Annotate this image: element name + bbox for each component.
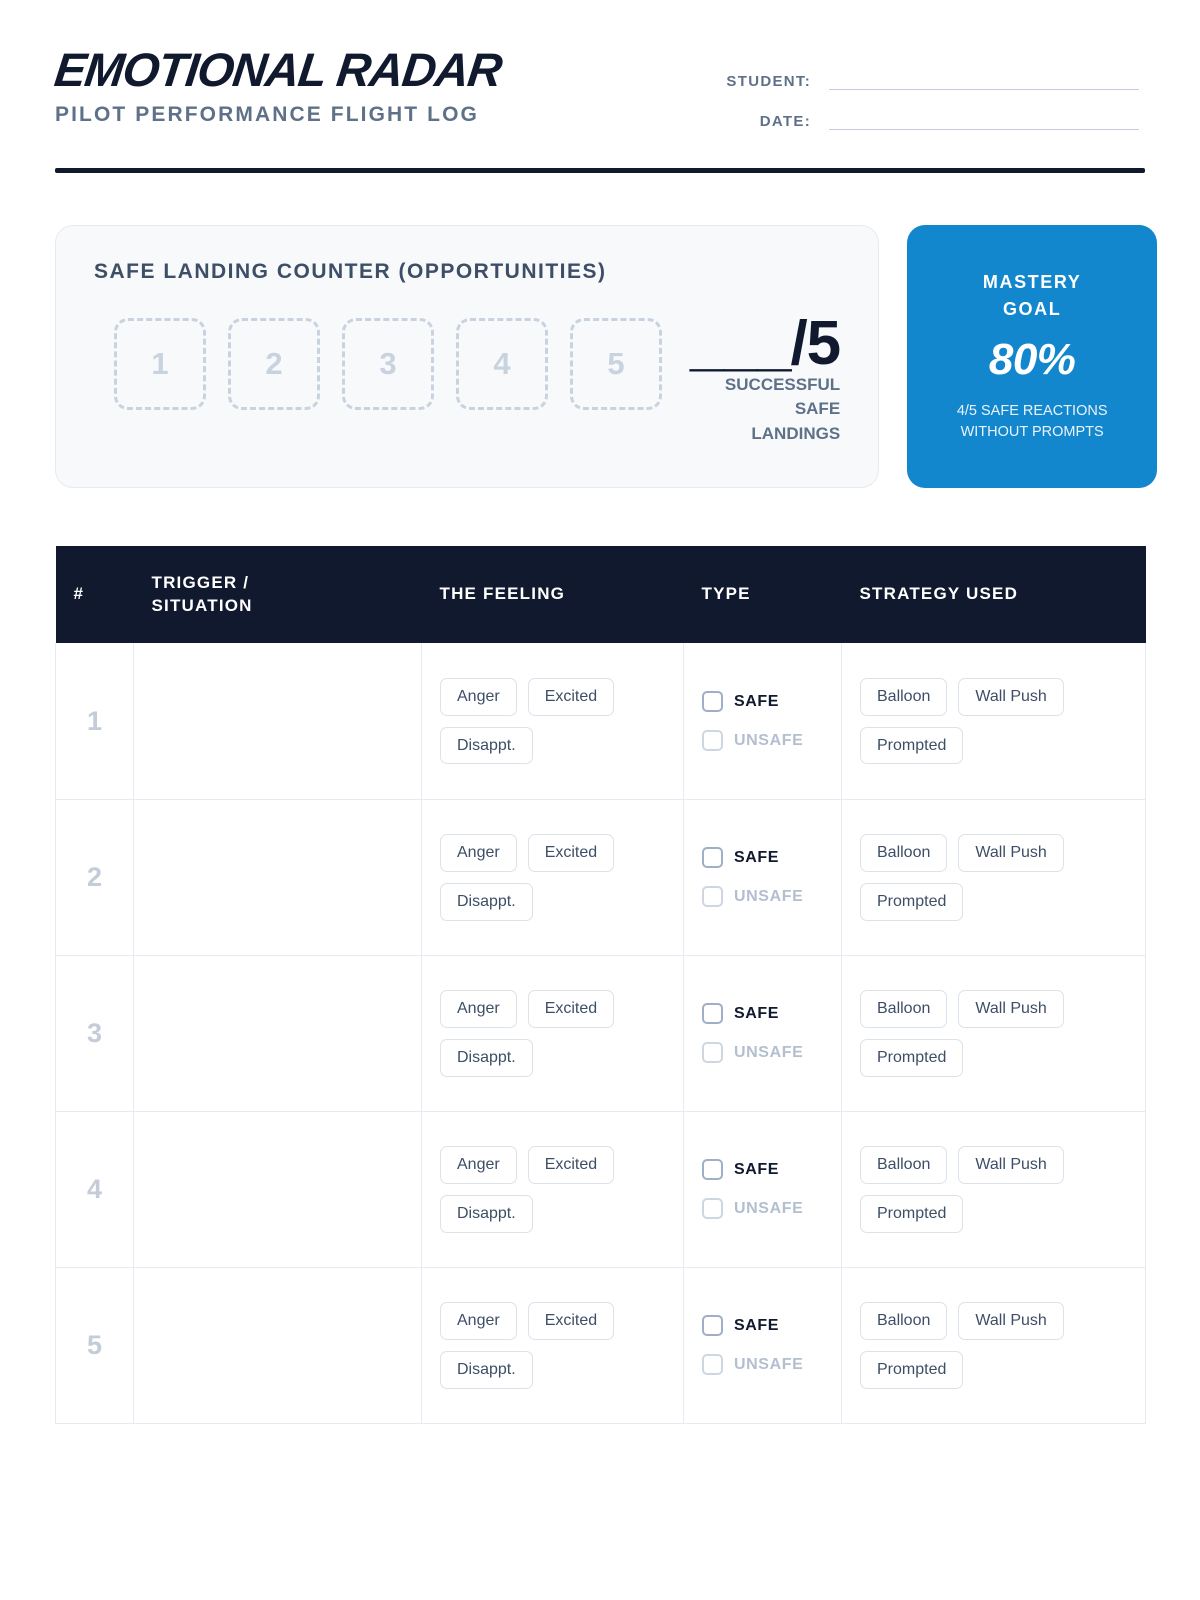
type-label-unsafe: UNSAFE [734,887,804,905]
mastery-goal-card [907,225,1157,488]
feeling-option-excited[interactable]: Excited [528,990,614,1028]
score-caption-line1: SUCCESSFUL [724,374,841,394]
table-header-row [56,546,1146,644]
safe-landing-counter-card [55,225,879,488]
col-trigger [134,546,422,644]
feeling-cell [422,955,684,1111]
type-options [702,691,823,751]
type-label-unsafe: UNSAFE [734,731,804,749]
page-header [51,0,1145,152]
checkbox-safe-icon[interactable] [702,1159,723,1180]
feeling-options [440,678,665,764]
strategy-option-wall-push[interactable]: Wall Push [958,1302,1063,1340]
feeling-cell [422,1267,684,1423]
row-number: 4 [56,1111,134,1267]
student-label: STUDENT: [726,73,811,90]
checkbox-unsafe-icon[interactable] [702,730,723,751]
col-trigger-line2: SITUATION [151,595,253,615]
type-label-unsafe: UNSAFE [734,1043,804,1061]
type-option-safe[interactable] [702,1159,823,1180]
type-option-unsafe[interactable] [702,1354,823,1375]
row-number: 1 [56,643,134,799]
mastery-percent: 80% [988,335,1076,385]
trigger-input[interactable] [134,799,422,955]
type-option-safe[interactable] [702,847,823,868]
strategy-options [860,1146,1127,1232]
feeling-cell [422,1111,684,1267]
mastery-note-line2: WITHOUT PROMPTS [960,424,1104,441]
feeling-option-excited[interactable]: Excited [528,678,614,716]
trigger-input[interactable] [134,955,422,1111]
score-caption-line3: LANDINGS [751,423,841,443]
type-option-safe[interactable] [702,1003,823,1024]
strategy-option-prompted[interactable]: Prompted [860,1351,963,1389]
strategy-cell [842,643,1146,799]
feeling-options [440,834,665,920]
landing-boxes-row [94,309,841,447]
header-divider [55,168,1145,173]
strategy-option-prompted[interactable]: Prompted [860,727,963,765]
table-row [56,643,1146,799]
strategy-option-balloon[interactable]: Balloon [860,1146,947,1184]
type-label-safe: SAFE [734,848,780,866]
feeling-option-disappointed[interactable]: Disappt. [440,1351,533,1389]
score-block [690,309,841,447]
table-head [56,546,1146,644]
strategy-option-wall-push[interactable]: Wall Push [958,1146,1063,1184]
feeling-option-disappointed[interactable]: Disappt. [440,883,533,921]
table-row [56,1267,1146,1423]
type-label-safe: SAFE [734,1316,780,1334]
col-trigger-line1: TRIGGER / [151,572,250,592]
feeling-option-disappointed[interactable]: Disappt. [440,1195,533,1233]
type-option-safe[interactable] [702,691,823,712]
feeling-option-excited[interactable]: Excited [528,834,614,872]
type-options [702,1315,823,1375]
checkbox-unsafe-icon[interactable] [702,1354,723,1375]
type-cell [684,1111,842,1267]
mastery-note [957,401,1108,443]
feeling-option-excited[interactable]: Excited [528,1302,614,1340]
feeling-option-anger[interactable]: Anger [440,990,517,1028]
strategy-option-balloon[interactable]: Balloon [860,834,947,872]
strategy-cell [842,1111,1146,1267]
checkbox-unsafe-icon[interactable] [702,1042,723,1063]
strategy-option-balloon[interactable]: Balloon [860,990,947,1028]
type-cell [684,799,842,955]
row-number: 2 [56,799,134,955]
score-fraction[interactable]: ___/5 [690,309,841,378]
feeling-option-anger[interactable]: Anger [440,834,517,872]
type-label-unsafe: UNSAFE [734,1199,804,1217]
feeling-option-disappointed[interactable]: Disappt. [440,727,533,765]
landing-box-2[interactable]: 2 [228,318,320,410]
landing-box-3[interactable]: 3 [342,318,434,410]
row-number: 5 [56,1267,134,1423]
checkbox-safe-icon[interactable] [702,1315,723,1336]
row-number: 3 [56,955,134,1111]
date-input[interactable] [829,112,1139,130]
date-row [719,112,1139,130]
strategy-option-balloon[interactable]: Balloon [860,678,947,716]
flight-log-table [55,546,1146,1424]
student-input[interactable] [829,72,1139,90]
strategy-option-prompted[interactable]: Prompted [860,1039,963,1077]
score-caption-line2: SAFE [794,399,841,419]
strategy-options [860,678,1127,764]
feeling-options [440,990,665,1076]
feeling-options [440,1302,665,1388]
checkbox-unsafe-icon[interactable] [702,886,723,907]
strategy-option-prompted[interactable]: Prompted [860,883,963,921]
score-caption [690,373,840,447]
feeling-option-disappointed[interactable]: Disappt. [440,1039,533,1077]
strategy-option-balloon[interactable]: Balloon [860,1302,947,1340]
trigger-input[interactable] [134,643,422,799]
strategy-cell [842,799,1146,955]
feeling-options [440,1146,665,1232]
counter-title: SAFE LANDING COUNTER (OPPORTUNITIES) [94,260,607,283]
landing-box-4[interactable]: 4 [456,318,548,410]
table-row [56,955,1146,1111]
checkbox-safe-icon[interactable] [702,1003,723,1024]
type-options [702,1159,823,1219]
type-label-safe: SAFE [734,1160,780,1178]
col-strategy: STRATEGY USED [842,546,1146,644]
strategy-options [860,1302,1127,1388]
type-options [702,847,823,907]
feeling-cell [422,643,684,799]
type-label-safe: SAFE [734,1004,780,1022]
mastery-label-line1: MASTERY [982,272,1082,293]
type-options [702,1003,823,1063]
landing-box-5[interactable]: 5 [570,318,662,410]
feeling-option-anger[interactable]: Anger [440,1146,517,1184]
type-option-unsafe[interactable] [702,1198,823,1219]
type-cell [684,955,842,1111]
col-feeling: THE FEELING [422,546,684,644]
type-cell [684,1267,842,1423]
checkbox-safe-icon[interactable] [702,691,723,712]
type-label-safe: SAFE [734,692,780,710]
page-subtitle: PILOT PERFORMANCE FLIGHT LOG [55,103,479,126]
counter-section [55,225,1145,488]
checkbox-unsafe-icon[interactable] [702,1198,723,1219]
type-option-unsafe[interactable] [702,730,823,751]
trigger-input[interactable] [134,1267,422,1423]
date-label: DATE: [759,113,811,130]
mastery-note-line1: 4/5 SAFE REACTIONS [956,403,1108,420]
table-body [56,643,1146,1423]
landing-box-1[interactable]: 1 [114,318,206,410]
type-label-unsafe: UNSAFE [734,1355,804,1373]
type-option-safe[interactable] [702,1315,823,1336]
mastery-label [983,269,1082,323]
feeling-option-anger[interactable]: Anger [440,1302,517,1340]
strategy-options [860,834,1127,920]
type-cell [684,643,842,799]
strategy-options [860,990,1127,1076]
checkbox-safe-icon[interactable] [702,847,723,868]
table-row [56,799,1146,955]
type-option-unsafe[interactable] [702,1042,823,1063]
type-option-unsafe[interactable] [702,886,823,907]
table-row [56,1111,1146,1267]
strategy-cell [842,1267,1146,1423]
col-number: # [56,546,134,644]
strategy-option-wall-push[interactable]: Wall Push [958,990,1063,1028]
mastery-label-line2: GOAL [1002,299,1062,320]
strategy-cell [842,955,1146,1111]
title-block [51,43,505,127]
feeling-option-excited[interactable]: Excited [528,1146,614,1184]
strategy-option-wall-push[interactable]: Wall Push [958,834,1063,872]
student-row [719,72,1139,90]
strategy-option-prompted[interactable]: Prompted [860,1195,963,1233]
page-title: EMOTIONAL RADAR [51,43,505,96]
trigger-input[interactable] [134,1111,422,1267]
strategy-option-wall-push[interactable]: Wall Push [958,678,1063,716]
feeling-cell [422,799,684,955]
col-type: TYPE [684,546,842,644]
meta-block [719,46,1145,152]
feeling-option-anger[interactable]: Anger [440,678,517,716]
